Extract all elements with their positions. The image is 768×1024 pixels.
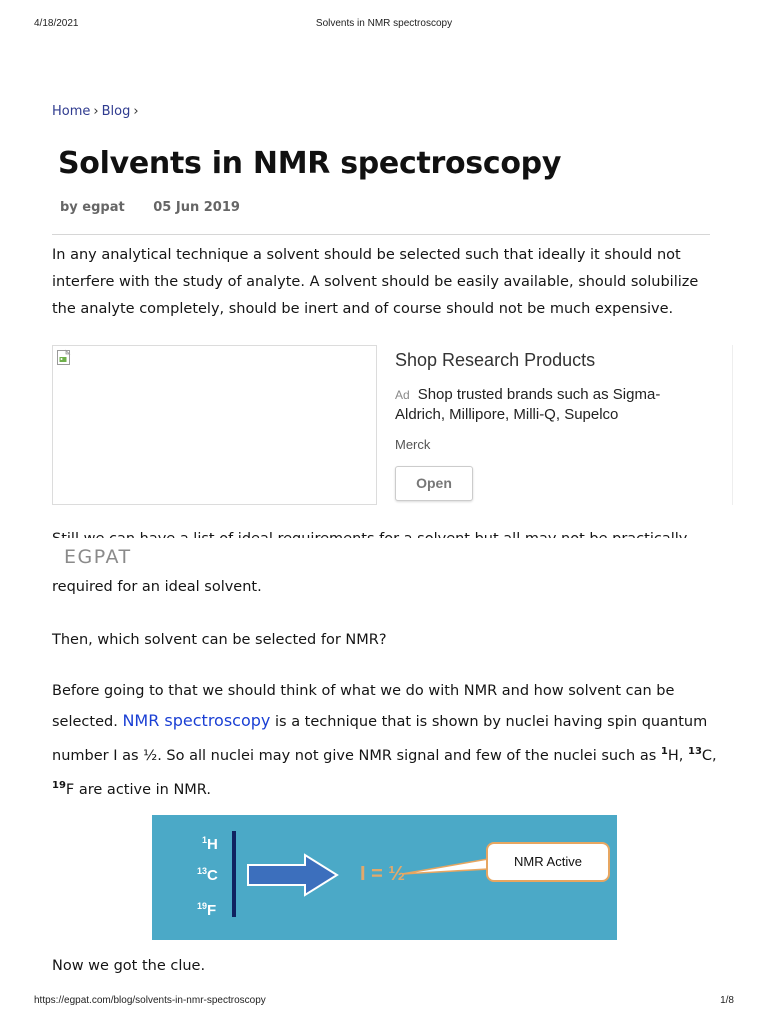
print-date: 4/18/2021 (34, 18, 79, 29)
nmr-active-callout: NMR Active (486, 842, 610, 882)
spin-quantum-label: I = ½ (360, 863, 406, 885)
breadcrumb-home-link[interactable]: Home (52, 104, 91, 119)
figure-h-mass: 1 (202, 835, 208, 845)
ad-badge: Ad (395, 388, 410, 402)
nmr-paragraph-text-c: are active in NMR. (78, 781, 211, 798)
ad-advertiser: Merck (395, 437, 431, 452)
nmr-active-figure (152, 815, 617, 940)
figure-c-mass: 13 (197, 866, 208, 876)
title-divider (52, 234, 710, 235)
figure-nucleus-c (197, 866, 218, 884)
question-paragraph: Then, which solvent can be selected for NMR? (52, 632, 387, 648)
right-arrow-icon (247, 853, 339, 897)
ad-title[interactable]: Shop Research Products (395, 350, 596, 370)
article-meta (60, 200, 240, 215)
ad-body-line2: Aldrich, Millipore, Milli-Q, Supelco (395, 406, 619, 423)
figure-f-mass: 19 (197, 901, 208, 911)
figure-nucleus-f (197, 901, 216, 919)
breadcrumb-blog-link[interactable]: Blog (101, 104, 131, 119)
broken-image-icon (57, 350, 73, 366)
callout-pointer (402, 855, 492, 879)
nmr-paragraph-text-b: is a technique that is shown by nuclei having spin quantum number I as ½. So all nuclei may not give NMR signal and few of the nuclei such as (52, 714, 708, 764)
ad-description (395, 385, 661, 424)
nmr-spectroscopy-link[interactable]: NMR spectroscopy (122, 711, 271, 730)
ad-image[interactable] (52, 345, 376, 505)
print-url: https://egpat.com/blog/solvents-in-nmr-spectroscopy (34, 995, 266, 1006)
closing-paragraph: Now we got the clue. (52, 958, 206, 974)
nmr-paragraph: Before going to that we should think of what we do with NMR and how solvent can be selected. NMR spectroscopy is a technique that is shown by nuclei having spin quantum number I as ½. So all nuclei may not give NMR signal and few of the nuclei such as $^1$H, $^{13}$C, $^{19}$F are active in NMR. (52, 683, 717, 798)
nmr-paragraph-text-a: Before going to that we should think of what we do with NMR and how solvent can be selected. (52, 683, 675, 730)
requirements-paragraph-end: required for an ideal solvent. (52, 579, 262, 595)
breadcrumb (52, 104, 142, 119)
publish-date: 05 Jun 2019 (153, 200, 240, 215)
clipped-text-line (52, 526, 722, 538)
c-mass-number: 13 (688, 746, 702, 757)
c-symbol: C (701, 747, 713, 764)
figure-divider-bar (232, 831, 236, 917)
page-title: Solvents in NMR spectroscopy (58, 146, 562, 181)
f-mass-number: 19 (52, 779, 66, 791)
ad-open-button[interactable]: Open (395, 466, 473, 501)
breadcrumb-separator: › (93, 104, 99, 119)
print-title: Solvents in NMR spectroscopy (315, 18, 453, 29)
ad-divider (376, 345, 377, 505)
breadcrumb-separator: › (133, 104, 139, 119)
figure-c-symbol: C (207, 867, 218, 884)
author-name: by egpat (60, 200, 125, 215)
figure-h-symbol: H (207, 836, 218, 853)
ad-border-edge (732, 345, 733, 505)
print-page-number: 1/8 (720, 995, 734, 1006)
f-symbol: F (65, 781, 75, 798)
ad-body-line1: Shop trusted brands such as Sigma- (417, 386, 661, 403)
intro-paragraph: In any analytical technique a solvent should be selected such that ideally it should not interfere with the study of analyte. A solvent should be easily available, should solubilize the analyte completely, should be inert and of course should not be much expensive. (52, 247, 699, 317)
h-symbol: H (667, 747, 679, 764)
figure-f-symbol: F (207, 902, 217, 919)
h-mass-number: 1 (660, 746, 668, 757)
figure-nucleus-h (202, 835, 218, 853)
ad-unit[interactable] (52, 345, 661, 505)
egpat-logo[interactable]: EGPAT (64, 546, 132, 568)
